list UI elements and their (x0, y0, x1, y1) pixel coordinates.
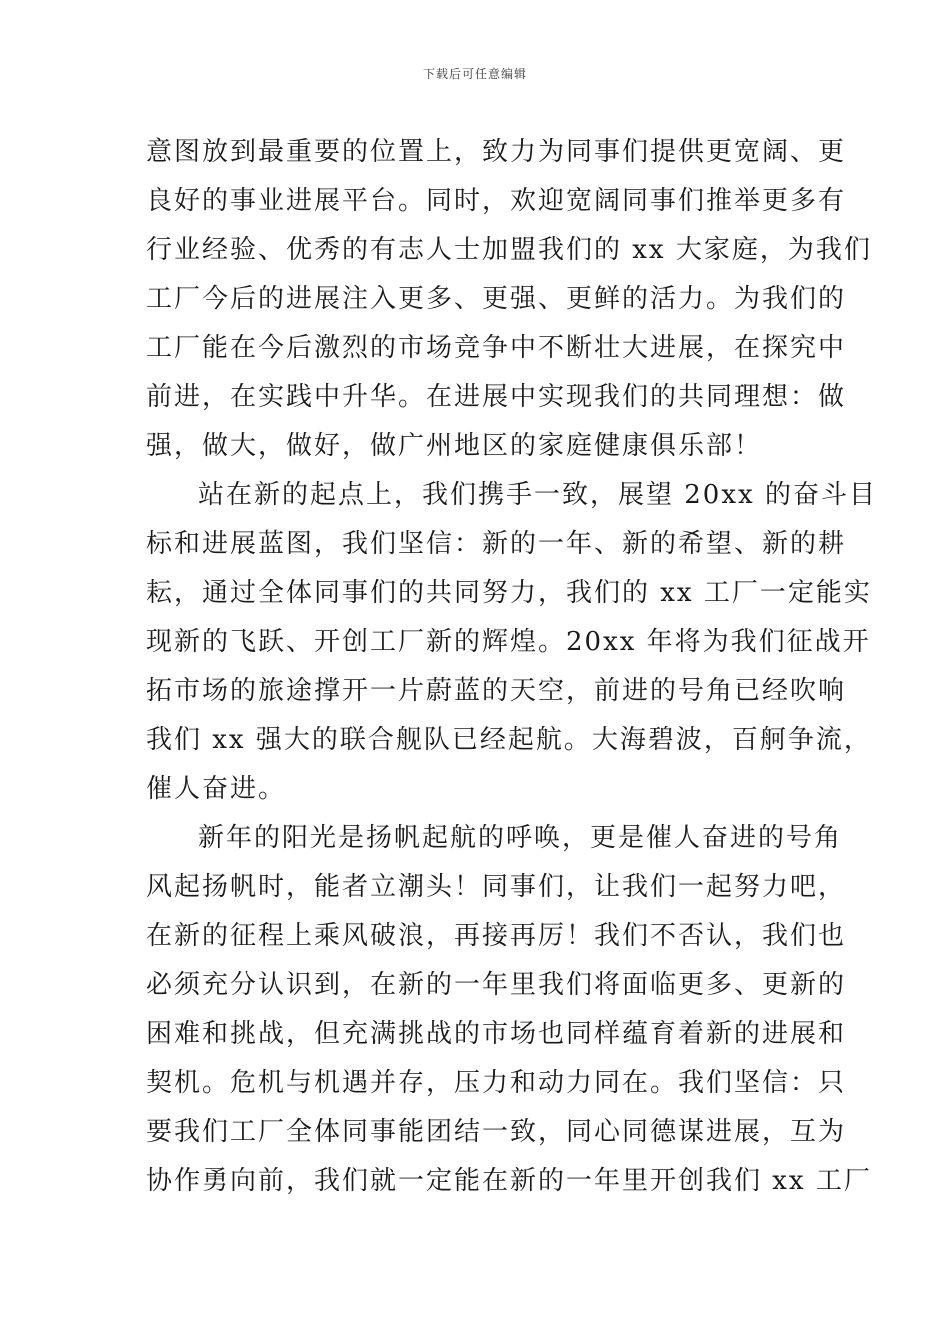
text-line: 协作勇向前，我们就一定能在新的一年里开创我们 xx 工厂 (146, 1166, 872, 1196)
text-line: 在新的征程上乘风破浪，再接再厉！我们不否认，我们也 (146, 921, 847, 951)
text-line: 契机。危机与机遇并存，压力和动力同在。我们坚信：只 (146, 1068, 847, 1098)
text-line: 现新的飞跃、开创工厂新的辉煌。20xx 年将为我们征战开 (146, 627, 871, 657)
text-line: 风起扬帆时，能者立潮头！同事们，让我们一起努力吧， (146, 872, 847, 902)
text-line: 行业经验、优秀的有志人士加盟我们的 xx 大家庭，为我们 (146, 235, 872, 265)
paragraph (146, 128, 872, 471)
text-line: 良好的事业进展平台。同时，欢迎宽阔同事们推举更多有 (146, 186, 847, 216)
text-line: 催人奋进。 (146, 774, 287, 804)
page-header: 下载后可任意编辑 (422, 67, 527, 81)
document-body (146, 128, 877, 1206)
paragraph (146, 814, 872, 1206)
paragraph (146, 471, 877, 814)
text-line: 标和进展蓝图，我们坚信：新的一年、新的希望、新的耕 (146, 529, 847, 559)
text-line: 耘，通过全体同事们的共同努力，我们的 xx 工厂一定能实 (146, 578, 872, 608)
text-line: 困难和挑战，但充满挑战的市场也同样蕴育着新的进展和 (146, 1019, 847, 1049)
text-line: 必须充分认识到，在新的一年里我们将面临更多、更新的 (146, 970, 847, 1000)
text-line: 新年的阳光是扬帆起航的呼唤，更是催人奋进的号角 (198, 823, 843, 853)
text-line: 工厂今后的进展注入更多、更强、更鲜的活力。为我们的 (146, 284, 847, 314)
text-line: 前进，在实践中升华。在进展中实现我们的共同理想：做 (146, 382, 847, 412)
text-line: 站在新的起点上，我们携手一致，展望 20xx 的奋斗目 (198, 480, 877, 510)
text-line: 要我们工厂全体同事能团结一致，同心同德谋进展，互为 (146, 1117, 847, 1147)
text-line: 工厂能在今后激烈的市场竞争中不断壮大进展，在探究中 (146, 333, 847, 363)
text-line: 我们 xx 强大的联合舰队已经起航。大海碧波，百舸争流， (146, 725, 872, 755)
text-line: 拓市场的旅途撑开一片蔚蓝的天空，前进的号角已经吹响 (146, 676, 847, 706)
text-line: 强，做大，做好，做广州地区的家庭健康俱乐部！ (146, 431, 763, 461)
text-line: 意图放到最重要的位置上，致力为同事们提供更宽阔、更 (146, 137, 847, 167)
